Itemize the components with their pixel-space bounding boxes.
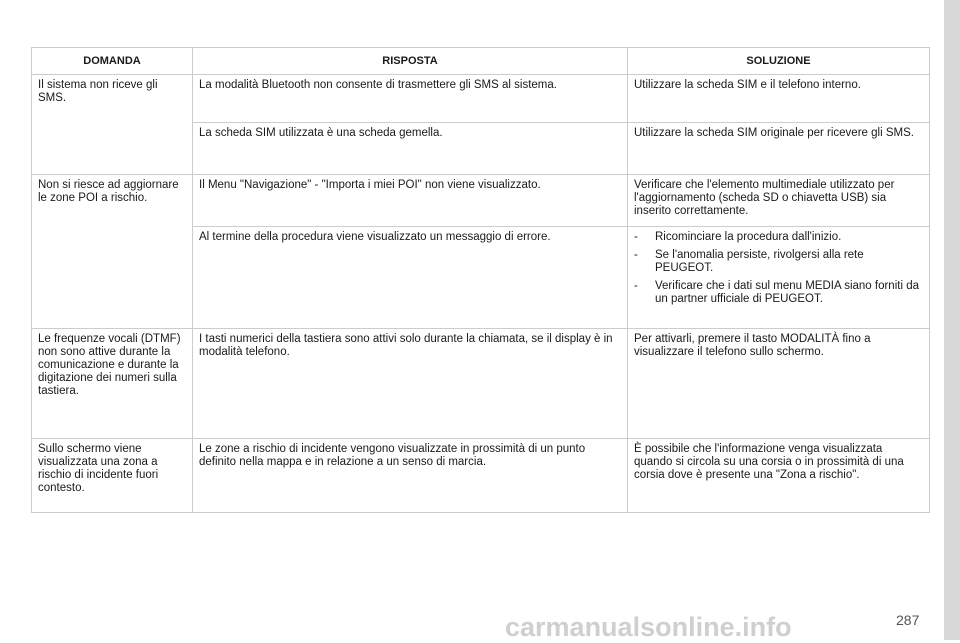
header-answer: RISPOSTA — [193, 48, 628, 75]
answer-cell: La modalità Bluetooth non consente di trasmettere gli SMS al sistema. — [193, 75, 628, 123]
table-row — [32, 75, 930, 123]
table-row — [32, 329, 930, 439]
answer-cell: La scheda SIM utilizzata è una scheda gemella. — [193, 123, 628, 175]
answer-cell: Le zone a rischio di incidente vengono visualizzate in prossimità di un punto definito nella mappa e in relazione a un senso di marcia. — [193, 439, 628, 513]
page-number: 287 — [896, 612, 920, 628]
solution-step-text: Ricominciare la procedura dall'inizio. — [655, 231, 842, 243]
question-cell: Il sistema non riceve gli SMS. — [32, 75, 193, 175]
faq-table — [31, 47, 930, 513]
dash-marker: - — [634, 249, 638, 261]
header-solution: SOLUZIONE — [628, 48, 930, 75]
side-strip — [944, 0, 960, 640]
solution-cell: Utilizzare la scheda SIM originale per ricevere gli SMS. — [628, 123, 930, 175]
watermark: carmanualsonline.info — [505, 612, 792, 642]
solution-steps — [634, 231, 923, 306]
solution-cell: Utilizzare la scheda SIM e il telefono interno. — [628, 75, 930, 123]
solution-step — [634, 280, 923, 306]
question-cell: Sullo schermo viene visualizzata una zona a rischio di incidente fuori contesto. — [32, 439, 193, 513]
header-question: DOMANDA — [32, 48, 193, 75]
answer-cell: Il Menu "Navigazione" - "Importa i miei POI" non viene visualizzato. — [193, 175, 628, 227]
dash-marker: - — [634, 231, 638, 243]
solution-step-text: Se l'anomalia persiste, rivolgersi alla rete PEUGEOT. — [655, 249, 864, 274]
solution-cell: Verificare che l'elemento multimediale utilizzato per l'aggiornamento (scheda SD o chiavetta USB) sia inserito correttamente. — [628, 175, 930, 227]
solution-cell: Per attivarli, premere il tasto MODALITÀ fino a visualizzare il telefono sullo schermo. — [628, 329, 930, 439]
answer-cell: Al termine della procedura viene visualizzato un messaggio di errore. — [193, 227, 628, 329]
table-row — [32, 439, 930, 513]
solution-cell — [628, 227, 930, 329]
question-cell: Non si riesce ad aggiornare le zone POI a rischio. — [32, 175, 193, 329]
question-cell: Le frequenze vocali (DTMF) non sono attive durante la comunicazione e durante la digitazione dei numeri sulla tastiera. — [32, 329, 193, 439]
table-row — [32, 175, 930, 227]
solution-step-text: Verificare che i dati sul menu MEDIA siano forniti da un partner ufficiale di PEUGEOT. — [655, 280, 919, 305]
table-header-row — [32, 48, 930, 75]
solution-step — [634, 231, 923, 244]
answer-cell: I tasti numerici della tastiera sono attivi solo durante la chiamata, se il display è in modalità telefono. — [193, 329, 628, 439]
solution-step — [634, 249, 923, 275]
dash-marker: - — [634, 280, 638, 292]
solution-cell: È possibile che l'informazione venga visualizzata quando si circola su una corsia o in prossimità di una corsia dove è presente una "Zona a rischio". — [628, 439, 930, 513]
